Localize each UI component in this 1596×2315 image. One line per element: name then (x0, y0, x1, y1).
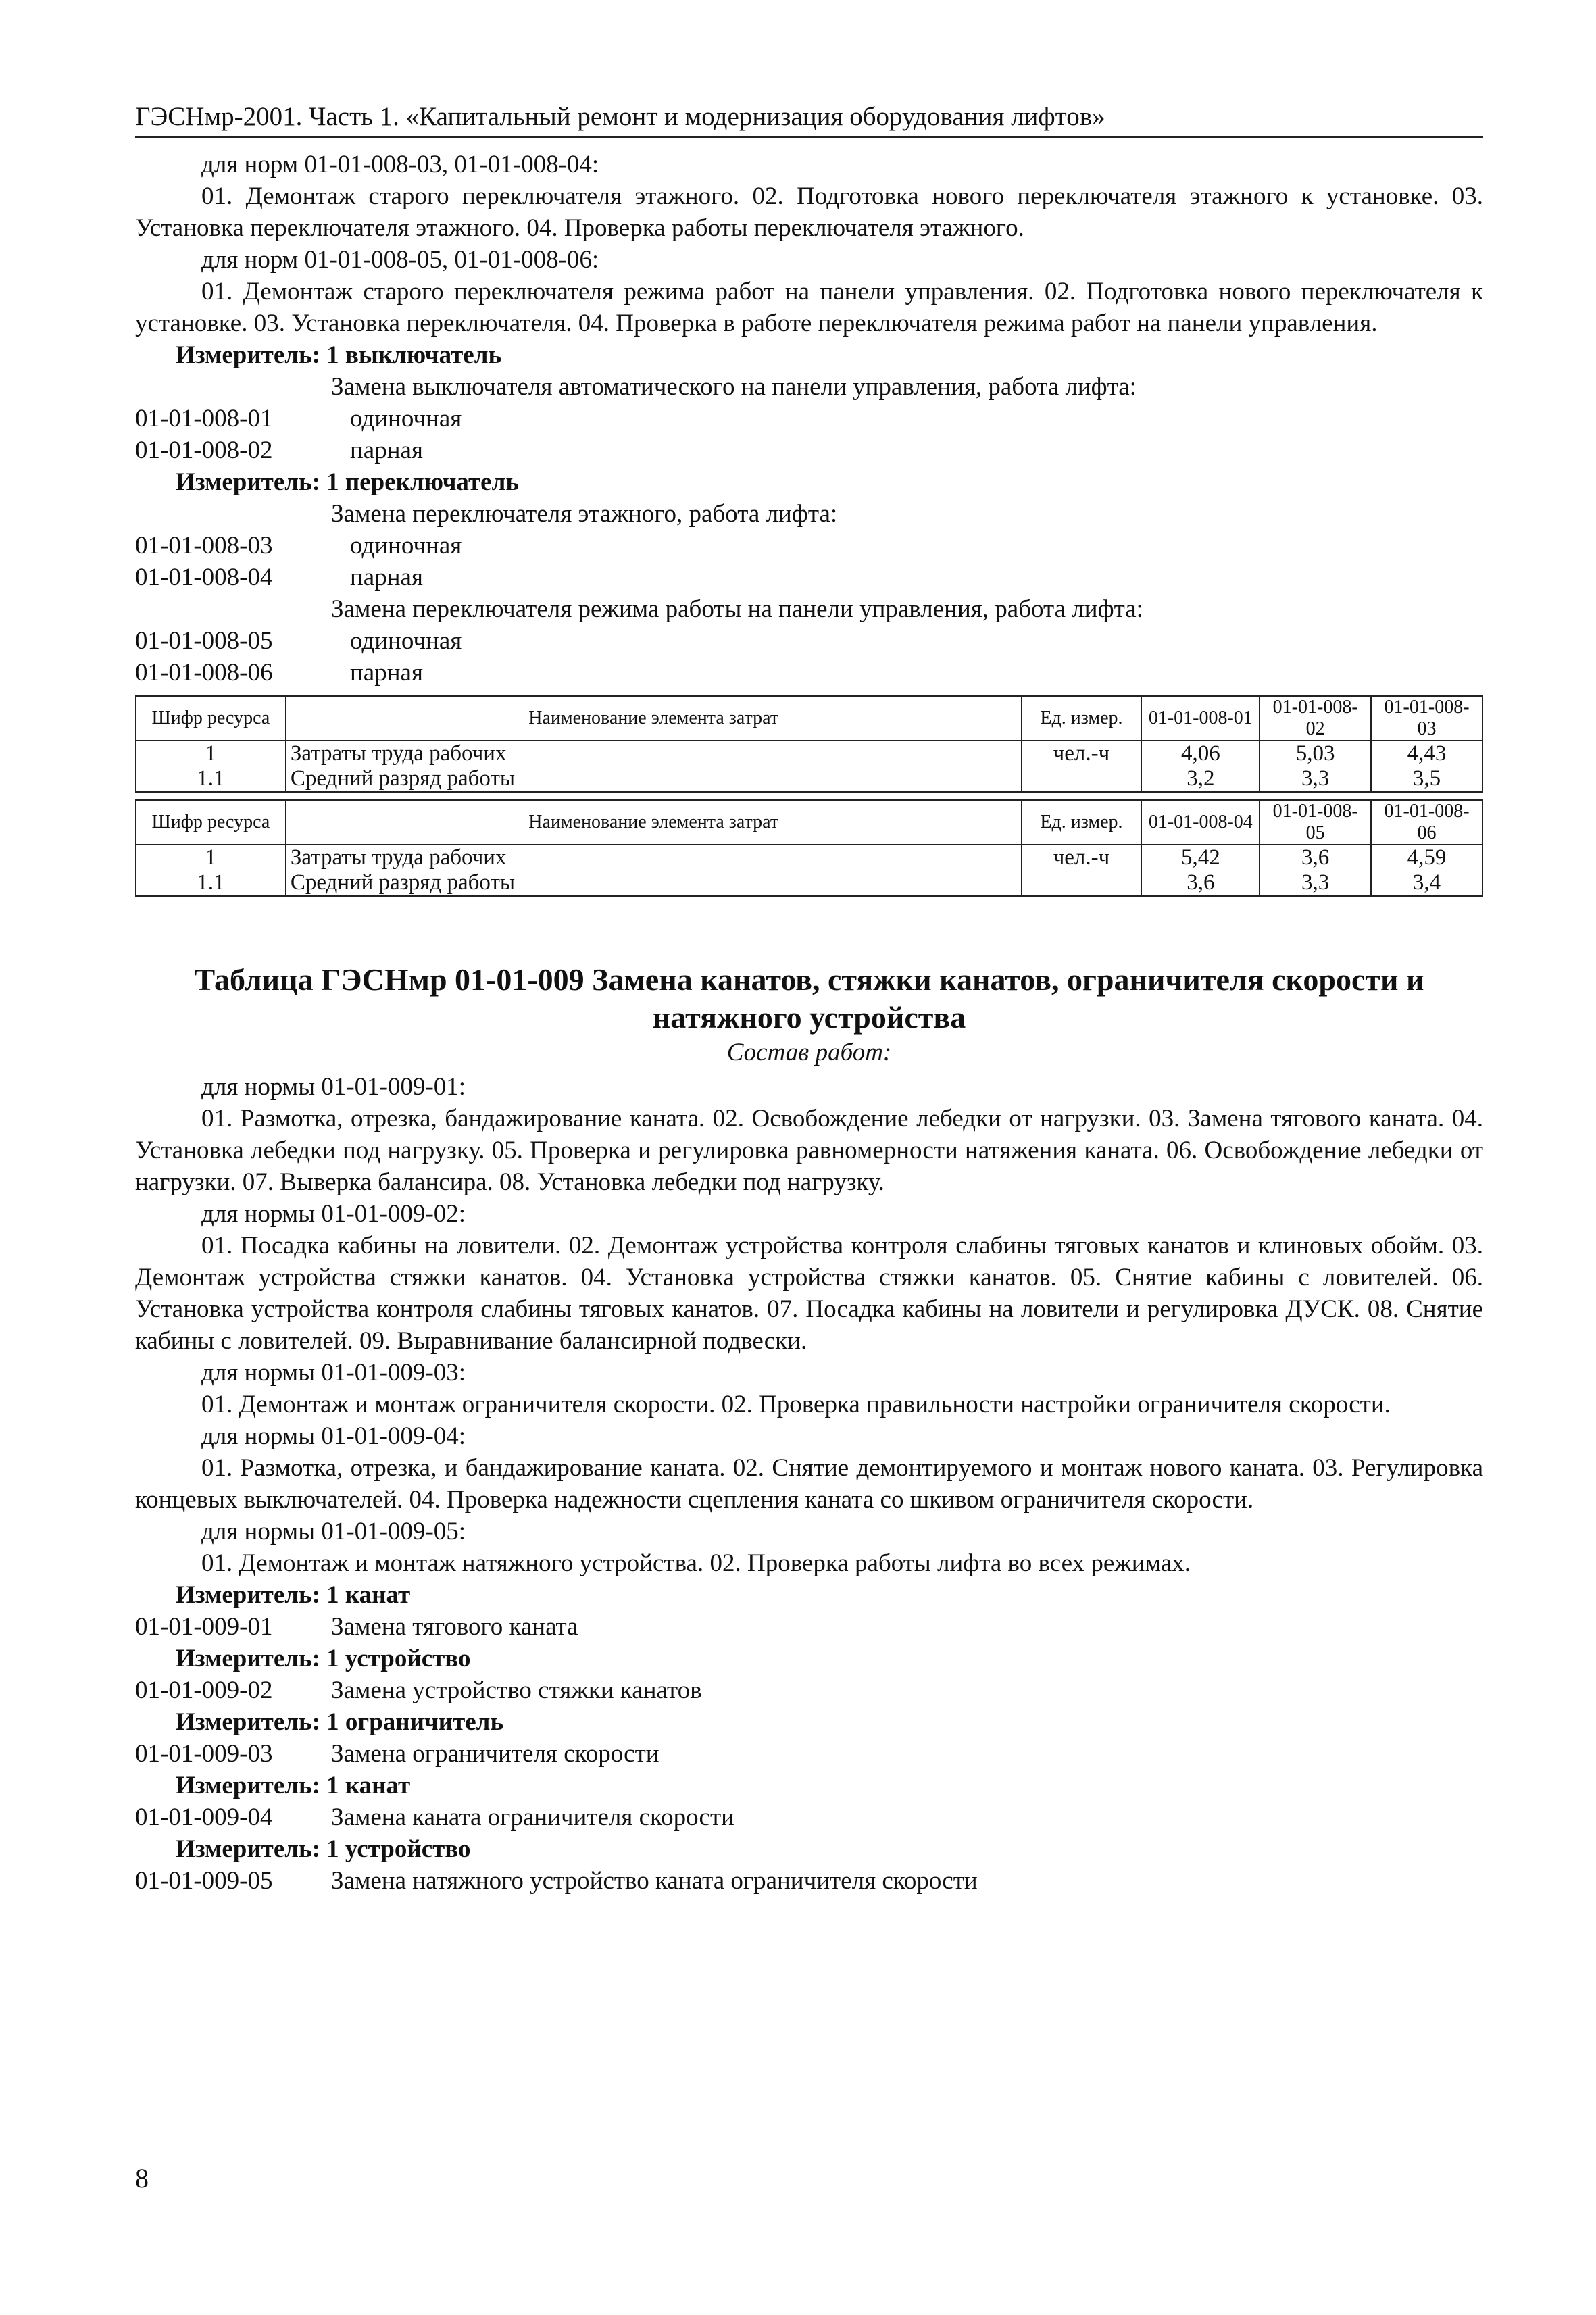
work-text: 01. Размотка, отрезка, бандажирование каната. 02. Освобождение лебедки от нагрузки. 03. Замена тягового каната. 04. Установка лебедки под нагрузку. 05. Проверка и регулировка равномерности натяжения каната. 06. Освобождение лебедки от нагрузки. 07. Выверка балансира. 08. Установка лебедки под нагрузку. (135, 1105, 1483, 1196)
norm-name: Замена ограничителя скорости (331, 1740, 659, 1768)
work-text: 01. Демонтаж старого переключателя режима работ на панели управления. 02. Подготовка нового переключателя к установке. 03. Установка переключателя. 04. Проверка в работе переключателя режима работ на панели управления. (135, 278, 1483, 337)
norm-code: 01-01-008-02 (135, 437, 273, 464)
subheading: Замена выключателя автоматического на панели управления, работа лифта: (331, 373, 1137, 401)
work-text: 01. Посадка кабины на ловители. 02. Демонтаж устройства контроля слабины тяговых канатов и клиновых обойм. 03. Демонтаж устройства стяжки канатов. 04. Установка устройства стяжки канатов. 05. Снятие кабины с ловителей. 06. Установка устройства контроля слабины тяговых канатов. 07. Посадка кабины на ловители и регулировка ДУСК. 08. Снятие кабины с ловителей. 09. Выравнивание балансирной подвески. (135, 1232, 1483, 1355)
col-header-code: Шифр ресурса (136, 800, 286, 845)
resource-table-1 (135, 695, 1483, 793)
norm-code: 01-01-008-06 (135, 659, 273, 687)
norm-row (135, 1865, 1483, 1897)
norm-row (135, 625, 1483, 657)
col-header-norm: 01-01-008-02 (1260, 696, 1371, 741)
col-header-unit: Ед. измер. (1022, 696, 1142, 741)
work-text: 01. Демонтаж старого переключателя этажного. 02. Подготовка нового переключателя этажного к установке. 03. Установка переключателя этажного. 04. Проверка работы переключателя этажного. (135, 182, 1483, 242)
norm-code: 01-01-008-03 (135, 532, 273, 559)
norm-code: 01-01-009-03 (135, 1740, 273, 1768)
cell-code: 1.1 (136, 766, 286, 792)
col-header-norm: 01-01-008-01 (1141, 696, 1260, 741)
cell-name: Средний разряд работы (286, 766, 1022, 792)
cell-value: 5,42 (1141, 845, 1260, 870)
col-header-unit: Ед. измер. (1022, 800, 1142, 845)
table-row (136, 845, 1482, 870)
cell-unit: чел.-ч (1022, 845, 1142, 870)
norm-row (135, 657, 1483, 689)
norm-code: 01-01-009-02 (135, 1676, 273, 1704)
work-text: 01. Демонтаж и монтаж натяжного устройства. 02. Проверка работы лифта во всех режимах. (201, 1549, 1191, 1577)
cell-value: 3,6 (1141, 870, 1260, 896)
norm-row (135, 1674, 1483, 1706)
cell-unit: чел.-ч (1022, 741, 1142, 766)
norm-row (135, 562, 1483, 593)
norm-name: одиночная (350, 532, 462, 559)
cell-value: 4,59 (1371, 845, 1482, 870)
norms-label: для норм 01-01-008-05, 01-01-008-06: (201, 246, 599, 274)
cell-value: 3,6 (1260, 845, 1371, 870)
cell-value: 3,4 (1371, 870, 1482, 896)
norm-code: 01-01-008-01 (135, 405, 273, 432)
cell-code: 1.1 (136, 870, 286, 896)
resource-table-2 (135, 799, 1483, 897)
cell-unit (1022, 870, 1142, 896)
norms-label: для нормы 01-01-009-03: (201, 1359, 466, 1387)
subheading: Замена переключателя этажного, работа лифта: (331, 500, 838, 528)
norm-row (135, 1738, 1483, 1770)
norms-label: для нормы 01-01-009-05: (201, 1518, 466, 1545)
norms-label: для нормы 01-01-009-01: (201, 1073, 466, 1101)
norm-code: 01-01-009-01 (135, 1613, 273, 1641)
work-text: 01. Размотка, отрезка, и бандажирование каната. 02. Снятие демонтируемого и монтаж нового каната. 03. Регулировка концевых выключателей. 04. Проверка надежности сцепления каната со шкивом ограничителя скорости. (135, 1454, 1483, 1514)
subheading: Замена переключателя режима работы на панели управления, работа лифта: (331, 595, 1143, 623)
col-header-name: Наименование элемента затрат (286, 696, 1022, 741)
col-header-name: Наименование элемента затрат (286, 800, 1022, 845)
norms-label: для нормы 01-01-009-02: (201, 1200, 466, 1228)
cell-value: 3,5 (1371, 766, 1482, 792)
table-row (136, 741, 1482, 766)
norm-name: одиночная (350, 627, 462, 655)
cell-value: 3,3 (1260, 870, 1371, 896)
measure-label: Измеритель: 1 переключатель (176, 468, 519, 496)
norm-code: 01-01-009-05 (135, 1867, 273, 1895)
cell-code: 1 (136, 741, 286, 766)
cell-value: 3,3 (1260, 766, 1371, 792)
cell-name: Затраты труда рабочих (286, 845, 1022, 870)
norm-name: парная (350, 437, 423, 464)
norm-name: Замена каната ограничителя скорости (331, 1803, 734, 1831)
col-header-norm: 01-01-008-06 (1371, 800, 1482, 845)
norm-row (135, 403, 1483, 434)
cell-name: Затраты труда рабочих (286, 741, 1022, 766)
measure-label: Измеритель: 1 устройство (176, 1645, 471, 1672)
document-page (135, 101, 1483, 1897)
norm-name: Замена натяжного устройство каната ограничителя скорости (331, 1867, 978, 1895)
col-header-code: Шифр ресурса (136, 696, 286, 741)
table-row (136, 766, 1482, 792)
cell-value: 3,2 (1141, 766, 1260, 792)
norm-code: 01-01-008-05 (135, 627, 273, 655)
table-header-row (136, 800, 1482, 845)
cell-code: 1 (136, 845, 286, 870)
norm-row (135, 530, 1483, 562)
measure-label: Измеритель: 1 ограничитель (176, 1708, 504, 1736)
norm-name: Замена устройство стяжки канатов (331, 1676, 702, 1704)
norm-name: парная (350, 659, 423, 687)
cell-name: Средний разряд работы (286, 870, 1022, 896)
col-header-norm: 01-01-008-03 (1371, 696, 1482, 741)
norm-row (135, 1801, 1483, 1833)
page-number: 8 (135, 2163, 149, 2193)
norm-code: 01-01-008-04 (135, 564, 273, 591)
table-row (136, 870, 1482, 896)
measure-label: Измеритель: 1 выключатель (176, 341, 502, 369)
norm-name: парная (350, 564, 423, 591)
measure-label: Измеритель: 1 устройство (176, 1835, 471, 1863)
cell-value: 5,03 (1260, 741, 1371, 766)
measure-label: Измеритель: 1 канат (176, 1772, 411, 1799)
norms-label: для нормы 01-01-009-04: (201, 1422, 466, 1450)
cell-unit (1022, 766, 1142, 792)
cell-value: 4,06 (1141, 741, 1260, 766)
norm-row (135, 434, 1483, 466)
work-composition-label: Состав работ: (726, 1039, 892, 1066)
norm-name: одиночная (350, 405, 462, 432)
running-header: ГЭСНмр-2001. Часть 1. «Капитальный ремонт и модернизация оборудования лифтов» (135, 101, 1483, 138)
col-header-norm: 01-01-008-05 (1260, 800, 1371, 845)
norm-code: 01-01-009-04 (135, 1803, 273, 1831)
table-header-row (136, 696, 1482, 741)
col-header-norm: 01-01-008-04 (1141, 800, 1260, 845)
norm-name: Замена тягового каната (331, 1613, 578, 1641)
measure-label: Измеритель: 1 канат (176, 1581, 411, 1609)
norm-row (135, 1611, 1483, 1643)
work-text: 01. Демонтаж и монтаж ограничителя скорости. 02. Проверка правильности настройки ограничителя скорости. (201, 1391, 1391, 1418)
section-title: Таблица ГЭСНмр 01-01-009 Замена канатов, стяжки канатов, ограничителя скорости и натяжного устройства (194, 962, 1424, 1035)
cell-value: 4,43 (1371, 741, 1482, 766)
norms-label: для норм 01-01-008-03, 01-01-008-04: (201, 151, 599, 178)
